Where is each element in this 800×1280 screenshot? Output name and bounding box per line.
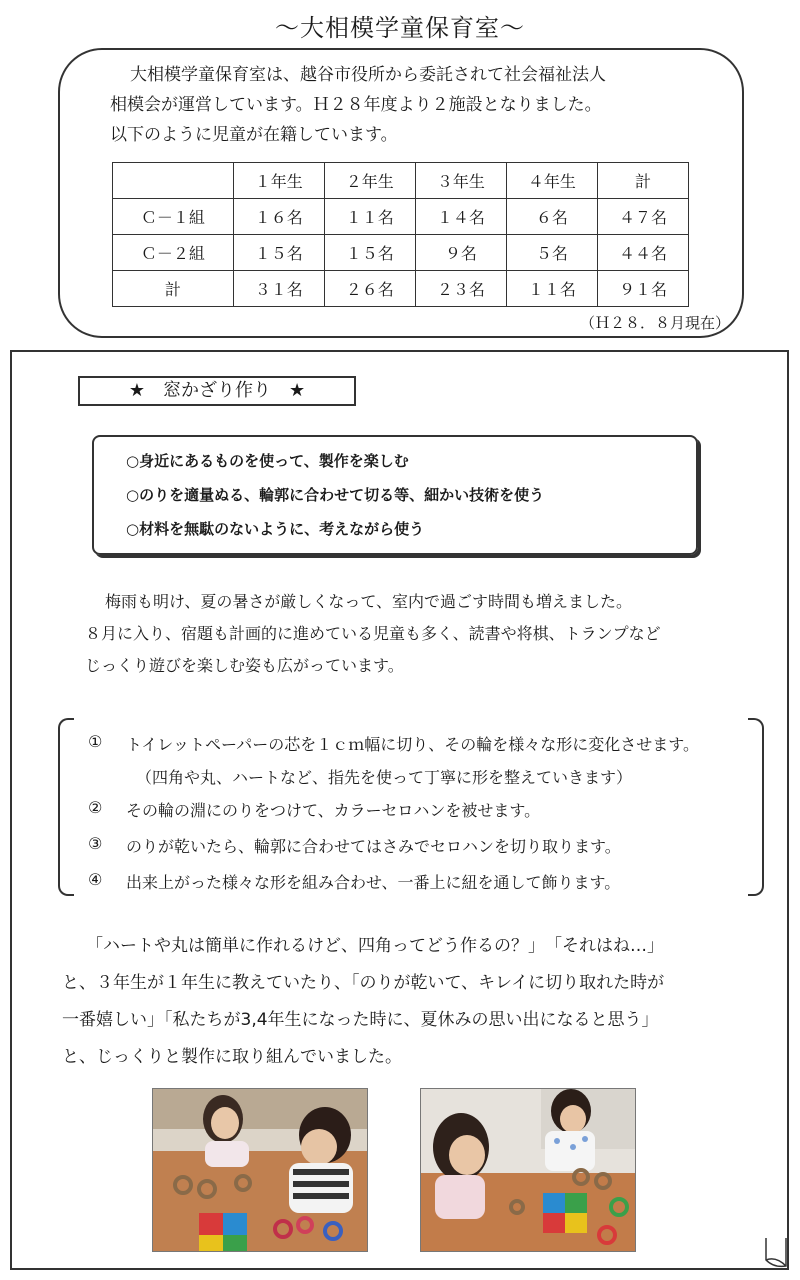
step-text: 出来上がった様々な形を組み合わせ、一番上に紐を通して飾ります。 [126,873,621,892]
step-number: ① [88,732,103,751]
paragraph-line: ８月に入り、宿題も計画的に進めている児童も多く、読書や将棋、トランプなど [85,624,661,643]
photo-1-scene [153,1089,367,1251]
paragraph-line: 梅雨も明け、夏の暑さが厳しくなって、室内で過ごす時間も増えました。 [105,592,633,611]
table-header-cell: １年生 [233,163,324,199]
table-header-cell: ４年生 [506,163,597,199]
table-cell: ３１名 [233,271,324,307]
table-header-cell: ２年生 [324,163,415,199]
table-cell: １５名 [233,235,324,271]
goal-item: ○身近にあるものを使って、製作を楽しむ [126,452,409,470]
activity-photo-2 [420,1088,636,1252]
activity-photo-1 [152,1088,368,1252]
table-row [113,235,689,271]
table-cell: １１名 [506,271,597,307]
page-curl-icon [764,1238,788,1268]
step-text: その輪の淵にのりをつけて、カラーセロハンを被せます。 [126,801,541,820]
table-cell: Ｃ－１組 [113,199,234,235]
step-text: トイレットペーパーの芯を１ｃｍ幅に切り、その輪を様々な形に変化させます。 [126,735,699,754]
table-cell: ２３名 [415,271,506,307]
table-cell: １１名 [324,199,415,235]
table-header-cell: ３年生 [415,163,506,199]
enrollment-table [112,162,689,307]
table-header-cell [113,163,234,199]
table-row [113,271,689,307]
step-number: ② [88,798,103,817]
quote-line: 「ハートや丸は簡単に作れるけど、四角ってどう作るの？」 「それはね…」 [86,936,664,956]
step-number: ④ [88,870,103,889]
goal-item: ○材料を無駄のないように、考えながら使う [126,520,425,538]
table-cell: ５名 [506,235,597,271]
table-cell: １５名 [324,235,415,271]
page-title: ～大相模学童保育室～ [275,14,525,42]
quote-line: 一番嬉しい」「私たちが3,4年生になった時に、夏休みの思い出になると思う」 [62,1010,659,1030]
quote-line: と、３年生が１年生に教えていたり、「のりが乾いて、キレイに切り取れた時が [62,973,665,993]
step-number: ③ [88,834,103,853]
paragraph-line: じっくり遊びを楽しむ姿も広がっています。 [85,656,404,675]
intro-line-3: 以下のように児童が在籍しています。 [110,125,398,145]
table-cell: ４７名 [597,199,688,235]
table-cell: ４４名 [597,235,688,271]
section-title: ★ 窓かざり作り ★ [78,376,356,406]
table-header-cell: 計 [597,163,688,199]
table-header-row [113,163,689,199]
steps-bracket-right [748,718,764,896]
goal-item: ○のりを適量ぬる、輪郭に合わせて切る等、細かい技術を使う [126,486,545,504]
table-cell: ６名 [506,199,597,235]
step-text: のりが乾いたら、輪郭に合わせてはさみでセロハンを切り取ります。 [126,837,621,856]
intro-text [110,60,730,150]
intro-line-2: 相模会が運営しています。Ｈ２８年度より２施設となりました。 [110,95,602,115]
table-cell: １６名 [233,199,324,235]
table-cell: ２６名 [324,271,415,307]
photo-2-scene [421,1089,635,1251]
table-cell: 計 [113,271,234,307]
table-row [113,199,689,235]
table-cell: ９１名 [597,271,688,307]
table-cell: １４名 [415,199,506,235]
quote-line: と、じっくりと製作に取り組んでいました。 [62,1047,402,1067]
table-cell: Ｃ－２組 [113,235,234,271]
table-cell: ９名 [415,235,506,271]
step-text: （四角や丸、ハートなど、指先を使って丁寧に形を整えていきます） [136,768,633,787]
steps-bracket-left [58,718,74,896]
intro-line-1: 大相模学童保育室は、越谷市役所から委託されて社会福祉法人 [130,65,606,85]
as-of-date: （Ｈ２８．８月現在） [579,314,730,332]
